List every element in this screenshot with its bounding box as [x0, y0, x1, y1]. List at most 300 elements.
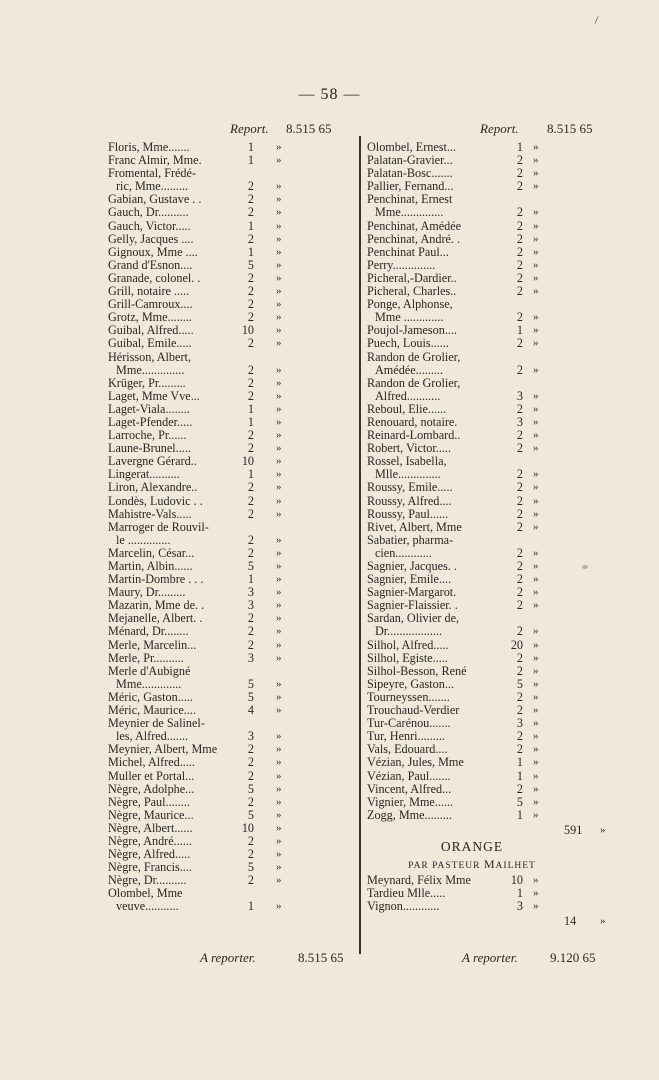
- entry-centimes: »: [276, 586, 282, 599]
- entry-name: Vézian, Jules, Mme: [367, 755, 464, 770]
- entry-name: Mme.............: [116, 676, 182, 691]
- entry-name: Ponge, Alphonse,: [367, 297, 453, 312]
- entry-centimes: »: [276, 219, 282, 232]
- list-entry: [108, 678, 348, 691]
- left-report-label: Report.: [230, 121, 269, 136]
- entry-centimes: »: [533, 599, 539, 612]
- list-entry: [108, 206, 348, 219]
- entry-name: Mlle..............: [375, 467, 441, 482]
- entry-name: Sipeyre, Gaston...: [367, 676, 454, 691]
- entry-count: 2: [516, 650, 523, 665]
- entry-name: Ménard, Dr........: [108, 624, 189, 639]
- entry-name: Gauch, Victor.....: [108, 218, 191, 233]
- entry-name: Palatan-Bosc.......: [367, 166, 453, 181]
- entry-centimes: »: [276, 258, 282, 271]
- entry-count: 2: [247, 231, 254, 246]
- entry-centimes: »: [276, 808, 282, 821]
- entry-name: Vals, Edouard....: [367, 742, 448, 757]
- entry-name: Penchinat, Ernest: [367, 192, 453, 207]
- entry-centimes: »: [533, 442, 539, 455]
- entry-name: Méric, Gaston.....: [108, 689, 193, 704]
- list-entry: [367, 534, 637, 547]
- list-entry: [108, 770, 348, 783]
- list-entry: [108, 220, 348, 233]
- entry-name: Laget-Pfender.....: [108, 414, 193, 429]
- entry-centimes: »: [276, 507, 282, 520]
- entry-centimes: »: [276, 363, 282, 376]
- entry-centimes: »: [533, 324, 539, 337]
- entry-count: 2: [247, 742, 254, 757]
- entry-count: 2: [516, 663, 523, 678]
- list-entry: [108, 337, 348, 350]
- list-entry: [367, 809, 637, 822]
- entry-centimes: »: [276, 704, 282, 717]
- entry-count: 5: [247, 676, 254, 691]
- right-column-list: [367, 141, 637, 930]
- entry-centimes: »: [276, 782, 282, 795]
- entry-centimes: »: [276, 193, 282, 206]
- entry-centimes: »: [533, 258, 539, 271]
- list-entry: [108, 377, 348, 390]
- entry-name: cien............: [375, 545, 432, 560]
- entry-centimes: »: [533, 782, 539, 795]
- entry-count: 1: [247, 899, 254, 914]
- entry-count: 5: [247, 807, 254, 822]
- list-entry: [108, 508, 348, 521]
- entry-centimes: »: [276, 743, 282, 756]
- list-entry: [108, 351, 348, 364]
- entry-count: 5: [516, 676, 523, 691]
- entry-centimes: »: [276, 874, 282, 887]
- list-entry: [108, 534, 348, 547]
- entry-centimes: »: [276, 481, 282, 494]
- entry-name: Vignon............: [367, 899, 440, 914]
- entry-count: 2: [516, 585, 523, 600]
- entry-count: 2: [516, 218, 523, 233]
- entry-count: 5: [247, 781, 254, 796]
- entry-count: 1: [516, 323, 523, 338]
- list-entry: [367, 495, 637, 508]
- entry-centimes: »: [533, 756, 539, 769]
- list-entry: [108, 521, 348, 534]
- entry-count: 2: [516, 284, 523, 299]
- list-entry: [108, 390, 348, 403]
- entry-name: Liron, Alexandre..: [108, 480, 198, 495]
- list-entry: [108, 625, 348, 638]
- list-entry: [367, 521, 637, 534]
- entry-count: 1: [516, 885, 523, 900]
- entry-name: Floris, Mme.......: [108, 140, 190, 154]
- entry-count: 2: [247, 833, 254, 848]
- entry-count: 2: [247, 205, 254, 220]
- entry-name: Meynier de Salinel-: [108, 716, 205, 731]
- entry-centimes: »: [533, 481, 539, 494]
- entry-count: 1: [516, 755, 523, 770]
- entry-centimes: »: [533, 886, 539, 899]
- entry-count: 2: [247, 755, 254, 770]
- entry-count: 2: [516, 428, 523, 443]
- entry-centimes: »: [276, 638, 282, 651]
- right-footer-amount: 9.120 65: [550, 950, 596, 965]
- entry-centimes: »: [533, 560, 539, 572]
- entry-centimes: »: [533, 154, 539, 167]
- entry-name: Sabatier, pharma-: [367, 532, 454, 547]
- entry-centimes: »: [276, 298, 282, 311]
- entry-centimes: »: [276, 730, 282, 743]
- entry-centimes: »: [533, 704, 539, 717]
- entry-name: Randon de Grolier,: [367, 375, 461, 390]
- entry-count: 2: [247, 310, 254, 325]
- entry-name: Sagnier-Margarot.: [367, 585, 457, 600]
- entry-centimes: »: [533, 337, 539, 350]
- entry-count: 2: [516, 467, 523, 482]
- entry-count: 1: [516, 768, 523, 783]
- entry-name: Rossel, Isabella,: [367, 454, 447, 469]
- entry-centimes: »: [276, 612, 282, 625]
- entry-name: Sagnier, Emile....: [367, 572, 452, 587]
- entry-centimes: »: [533, 638, 539, 651]
- entry-count: 1: [247, 572, 254, 587]
- entry-name: Trouchaud-Verdier: [367, 703, 460, 718]
- list-entry: [367, 874, 637, 887]
- list-entry: [367, 665, 637, 678]
- entry-centimes: »: [533, 232, 539, 245]
- list-entry: [108, 783, 348, 796]
- entry-count: 2: [516, 480, 523, 495]
- entry-count: 3: [516, 388, 523, 403]
- entry-name: Nègre, Paul........: [108, 794, 190, 809]
- list-entry: [108, 652, 348, 665]
- subtotal-row-orange: [367, 913, 637, 930]
- entry-centimes: »: [276, 848, 282, 861]
- entry-name: Guibal, Alfred.....: [108, 323, 194, 338]
- entry-name: Nègre, Alfred.....: [108, 847, 191, 862]
- entry-name: Roussy, Paul......: [367, 506, 449, 521]
- entry-count: 2: [516, 545, 523, 560]
- entry-count: 2: [247, 624, 254, 639]
- entry-centimes: »: [276, 141, 282, 153]
- entry-name: Penchinat Paul...: [367, 244, 449, 259]
- entry-count: 1: [247, 401, 254, 416]
- entry-name: Martin-Dombre . . .: [108, 572, 204, 587]
- entry-centimes: »: [533, 206, 539, 219]
- entry-count: 2: [247, 388, 254, 403]
- entry-centimes: »: [276, 154, 282, 167]
- entry-centimes: »: [533, 507, 539, 520]
- left-footer-amount: 8.515 65: [298, 950, 344, 965]
- entry-count: 2: [247, 873, 254, 888]
- entry-centimes: »: [533, 494, 539, 507]
- entry-name: Nègre, Adolphe...: [108, 781, 195, 796]
- entry-name: Muller et Portal...: [108, 768, 195, 783]
- entry-name: Fromental, Frédé-: [108, 166, 196, 181]
- entry-name: Nègre, André......: [108, 833, 192, 848]
- entry-centimes: »: [533, 245, 539, 258]
- entry-name: Tur-Carénou.......: [367, 716, 451, 731]
- left-column-list: [108, 141, 348, 914]
- entry-centimes: »: [276, 560, 282, 572]
- entry-count: 2: [247, 336, 254, 351]
- entry-centimes: »: [276, 546, 282, 559]
- entry-count: 1: [247, 414, 254, 429]
- entry-count: 2: [516, 493, 523, 508]
- entry-count: 3: [247, 650, 254, 665]
- entry-name: Robert, Victor.....: [367, 441, 452, 456]
- entry-name: Amédée.........: [375, 362, 444, 377]
- list-entry: [108, 481, 348, 494]
- entry-count: 2: [516, 689, 523, 704]
- section-subtitle-initial: M: [483, 856, 496, 871]
- entry-count: 5: [247, 689, 254, 704]
- entry-name: Nègre, Francis....: [108, 860, 192, 875]
- entry-centimes: »: [276, 651, 282, 664]
- entry-name: Merle d'Aubigné: [108, 663, 191, 678]
- entry-centimes: »: [276, 389, 282, 402]
- entry-count: 2: [247, 768, 254, 783]
- entry-centimes: »: [533, 690, 539, 703]
- entry-count: 2: [247, 270, 254, 285]
- entry-count: 5: [247, 559, 254, 573]
- entry-centimes: »: [533, 900, 539, 913]
- entry-count: 1: [247, 140, 254, 154]
- entry-name: Maury, Dr.........: [108, 585, 186, 600]
- list-entry: [367, 756, 637, 769]
- entry-count: 2: [516, 257, 523, 272]
- list-entry: [367, 783, 637, 796]
- list-entry: [108, 233, 348, 246]
- list-entry: [367, 390, 637, 403]
- entry-count: 20: [510, 637, 523, 652]
- entry-centimes: »: [533, 520, 539, 533]
- left-report-row: [230, 121, 360, 137]
- list-entry: [108, 403, 348, 416]
- entry-name: les, Alfred.......: [116, 729, 189, 744]
- entry-centimes: »: [533, 219, 539, 232]
- entry-centimes: »: [533, 677, 539, 690]
- entry-count: 2: [516, 781, 523, 796]
- entry-centimes: »: [276, 232, 282, 245]
- entry-name: Tardieu Mlle.....: [367, 885, 446, 900]
- entry-centimes: »: [533, 167, 539, 180]
- entry-name: Pallier, Fernand...: [367, 179, 454, 194]
- entry-centimes: »: [276, 285, 282, 298]
- entry-count: 2: [247, 441, 254, 456]
- list-entry: [108, 495, 348, 508]
- entry-centimes: »: [276, 494, 282, 507]
- subtotal-value: 591: [564, 822, 583, 837]
- list-entry: [367, 508, 637, 521]
- entry-count: 2: [247, 179, 254, 194]
- entry-centimes: »: [276, 834, 282, 847]
- entry-name: Vincent, Alfred...: [367, 781, 452, 796]
- entry-name: le ..............: [116, 532, 171, 547]
- entry-name: Dr..................: [375, 624, 443, 639]
- entry-count: 2: [516, 598, 523, 613]
- entry-centimes: »: [276, 271, 282, 284]
- entry-count: 2: [516, 336, 523, 351]
- subtotal-centimes: »: [600, 823, 606, 836]
- entry-centimes: »: [276, 402, 282, 415]
- entry-name: Roussy, Emile.....: [367, 480, 453, 495]
- entry-count: 2: [516, 506, 523, 521]
- entry-centimes: »: [533, 717, 539, 730]
- entry-name: Grand d'Esnon....: [108, 257, 193, 272]
- list-entry: [367, 652, 637, 665]
- list-entry: [367, 351, 637, 364]
- entry-name: Lavergne Gérard..: [108, 454, 197, 469]
- entry-count: 2: [516, 270, 523, 285]
- entry-count: 2: [516, 362, 523, 377]
- entry-count: 3: [247, 585, 254, 600]
- entry-centimes: »: [276, 442, 282, 455]
- page-number: — 58 —: [298, 86, 361, 103]
- entry-name: Tur, Henri.........: [367, 729, 445, 744]
- entry-count: 2: [247, 847, 254, 862]
- entry-count: 3: [516, 414, 523, 429]
- entry-count: 4: [247, 703, 254, 718]
- entry-name: Michel, Alfred.....: [108, 755, 195, 770]
- list-entry: [367, 625, 637, 638]
- entry-name: Sagnier-Flaissier. .: [367, 598, 458, 613]
- entry-name: Zogg, Mme.........: [367, 807, 452, 822]
- list-entry: [108, 364, 348, 377]
- entry-centimes: »: [533, 429, 539, 442]
- entry-centimes: »: [533, 795, 539, 808]
- list-entry: [367, 403, 637, 416]
- entry-centimes: »: [533, 389, 539, 402]
- entry-centimes: »: [533, 769, 539, 782]
- entry-name: Picheral, Charles..: [367, 284, 457, 299]
- entry-count: 2: [247, 545, 254, 560]
- list-entry: [108, 796, 348, 809]
- entry-count: 2: [247, 480, 254, 495]
- entry-centimes: »: [533, 651, 539, 664]
- entry-name: Lingerat..........: [108, 467, 180, 482]
- entry-count: 2: [516, 441, 523, 456]
- entry-centimes: »: [276, 795, 282, 808]
- entry-count: 2: [516, 624, 523, 639]
- entry-name: Perry..............: [367, 257, 436, 272]
- entry-count: 2: [516, 231, 523, 246]
- entry-name: Puech, Louis......: [367, 336, 449, 351]
- entry-count: 2: [516, 310, 523, 325]
- entry-name: Hérisson, Albert,: [108, 349, 191, 364]
- entry-count: 10: [241, 820, 254, 835]
- list-entry: [108, 246, 348, 259]
- entry-name: Laget-Viala........: [108, 401, 190, 416]
- right-entries: [367, 141, 637, 822]
- entry-count: 2: [516, 153, 523, 168]
- section-subtitle: [367, 858, 577, 874]
- column-divider: [359, 136, 361, 954]
- entry-count: 1: [516, 140, 523, 154]
- entry-name: Gauch, Dr..........: [108, 205, 189, 220]
- entry-name: Reboul, Elie......: [367, 401, 447, 416]
- entry-centimes: »: [533, 468, 539, 481]
- entry-count: 10: [241, 454, 254, 469]
- entry-name: Sardan, Olivier de,: [367, 611, 460, 626]
- entry-centimes: »: [533, 664, 539, 677]
- entry-centimes: »: [533, 311, 539, 324]
- entry-name: Picheral,-Dardier..: [367, 270, 457, 285]
- entry-centimes: »: [276, 180, 282, 193]
- entry-name: Renouard, notaire.: [367, 414, 458, 429]
- right-report-amount: 8.515 65: [547, 121, 593, 136]
- entry-name: Meynard, Félix Mme: [367, 872, 471, 887]
- entry-name: Mazarin, Mme de. .: [108, 598, 205, 613]
- entry-name: Mme .............: [375, 310, 444, 325]
- entry-name: Nègre, Maurice...: [108, 807, 194, 822]
- entry-name: Mme..............: [375, 205, 444, 220]
- entry-name: Marcelin, César...: [108, 545, 195, 560]
- section-subtitle-prefix: PAR PASTEUR: [408, 860, 484, 871]
- entry-name: Nègre, Dr..........: [108, 873, 187, 888]
- entry-centimes: »: [533, 402, 539, 415]
- subtotal-row: [367, 822, 637, 839]
- entry-centimes: »: [276, 821, 282, 834]
- entry-name: Guibal, Emile.....: [108, 336, 192, 351]
- entry-centimes: »: [276, 756, 282, 769]
- list-entry: [367, 770, 637, 783]
- entry-count: 2: [247, 794, 254, 809]
- entry-name: Silhol, Egiste.....: [367, 650, 448, 665]
- entry-name: ric, Mme.........: [116, 179, 189, 194]
- entry-count: 2: [516, 572, 523, 587]
- entry-centimes: »: [276, 455, 282, 468]
- list-entry: [367, 337, 637, 350]
- entry-centimes: »: [276, 376, 282, 389]
- entry-name: Reinard-Lombard..: [367, 428, 461, 443]
- entry-name: Laune-Brunel.....: [108, 441, 191, 456]
- entry-name: Silhol, Alfred.....: [367, 637, 449, 652]
- entry-name: Mme..............: [116, 362, 185, 377]
- list-entry: [367, 259, 637, 272]
- entry-centimes: »: [276, 429, 282, 442]
- entry-name: Marroger de Rouvil-: [108, 519, 209, 534]
- entry-centimes: »: [533, 363, 539, 376]
- entry-centimes: »: [276, 337, 282, 350]
- entry-centimes: »: [276, 769, 282, 782]
- entry-centimes: »: [276, 415, 282, 428]
- entry-count: 2: [516, 166, 523, 181]
- entry-name: Penchinat, Amédée: [367, 218, 462, 233]
- subtotal-orange-value: 14: [564, 914, 577, 929]
- entry-name: Poujol-Jameson....: [367, 323, 458, 338]
- entry-name: Krüger, Pr.........: [108, 375, 186, 390]
- entry-count: 2: [516, 519, 523, 534]
- entry-name: Gignoux, Mme ....: [108, 244, 198, 259]
- list-entry: [367, 220, 637, 233]
- left-footer-label: A reporter.: [200, 950, 256, 965]
- entry-centimes: »: [533, 180, 539, 193]
- entry-name: Rivet, Albert, Mme: [367, 519, 462, 534]
- entry-centimes: »: [533, 625, 539, 638]
- entry-centimes: »: [276, 573, 282, 586]
- entry-count: 2: [247, 428, 254, 443]
- entry-count: 2: [516, 205, 523, 220]
- list-entry: [367, 246, 637, 259]
- entry-name: Vézian, Paul.......: [367, 768, 451, 783]
- entry-centimes: »: [276, 533, 282, 546]
- entry-count: 2: [516, 703, 523, 718]
- entry-name: Olombel, Ernest...: [367, 140, 457, 154]
- entry-count: 2: [516, 742, 523, 757]
- entry-centimes: »: [533, 743, 539, 756]
- entry-name: Tourneyssen.......: [367, 689, 450, 704]
- list-entry: [367, 639, 637, 652]
- entry-name: Méric, Maurice....: [108, 703, 196, 718]
- list-entry: [367, 233, 637, 246]
